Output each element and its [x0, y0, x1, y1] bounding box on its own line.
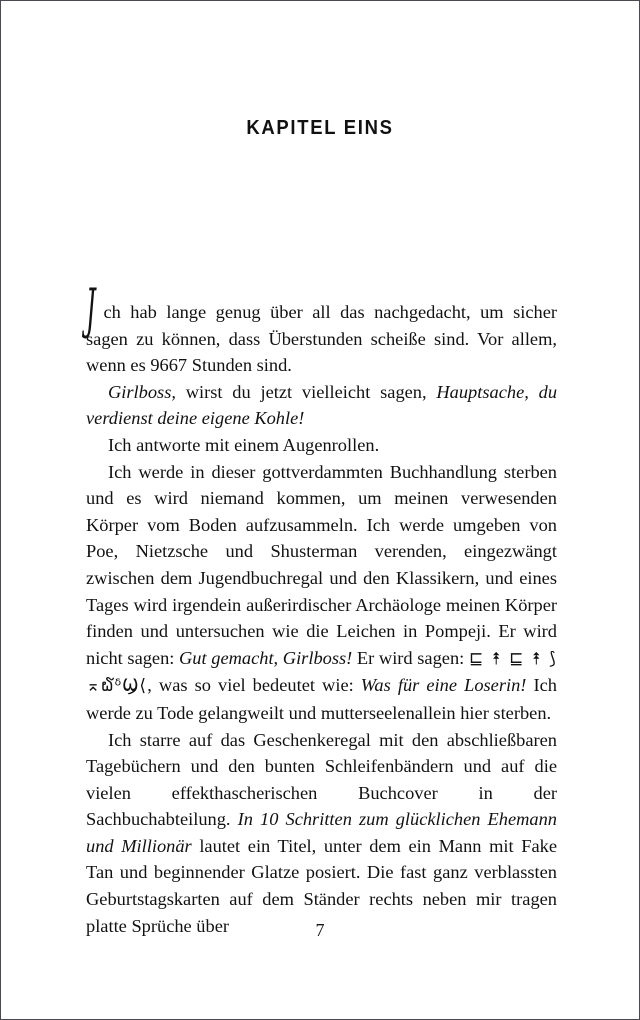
text-run: ch hab lange genug über all das nachgedacht, um sicher sagen zu können, dass Überstunden scheiße sind. Vor allem, wenn es 9667 Stunden sind.: [86, 302, 557, 376]
chapter-heading: KAPITEL EINS: [246, 115, 394, 139]
italic-text-run: In 10 Schritten zum glücklichen Ehemann und Millionär: [86, 809, 557, 856]
text-run: wirst du jetzt vielleicht sagen,: [175, 381, 437, 402]
text-run: Er wird sagen:: [352, 647, 469, 668]
italic-text-run: Hauptsache, du verdienst deine eigene Kohle!: [86, 381, 558, 429]
text-run: lautet ein Titel, unter dem ein Mann mit Fake Tan und beginnender Glatze posiert. Die fast ganz verblassten Geburtstagskarten auf dem Ständer rechts neben mir tragen platte Sprüche über: [86, 835, 557, 936]
paragraph: [86, 727, 557, 940]
paragraph: [86, 432, 557, 459]
text-run: Ich starre auf das Geschenkeregal mit den abschließbaren Tagebüchern und den bunten Schleifenbändern und auf die vielen effekthascherischen Buchcover in der Sachbuchabteilung.: [86, 729, 557, 830]
drop-cap-initial: J: [86, 276, 95, 340]
paragraph: [86, 276, 557, 379]
italic-text-run: Girlboss,: [108, 381, 176, 402]
text-run: Ich werde in dieser gottverdammten Buchhandlung sterben und es wird niemand kommen, um meinen verwesenden Körper vom Boden aufzusammeln. Ich werde umgeben von Poe, Nietzsche und Shusterman verenden, eingezwängt zwischen dem Jugendbuchregal und den Klassikern, und eines Tages wird irgendein außerirdischer Archäologe meinen Körper finden und untersuchen wie die Leichen in Pompeji. Er wird nicht sagen:: [86, 461, 557, 668]
italic-text-run: Gut gemacht, Girlboss!: [179, 647, 353, 668]
paragraph: [86, 379, 557, 432]
text-run: Ich antworte mit einem Augenrollen.: [108, 434, 380, 455]
italic-text-run: Was für eine Loserin!: [360, 675, 527, 696]
alien-glyph-run: ⊑ ⯭ ⊑ ⯭ ⟆⌅໖ᵟϢ⟨: [86, 648, 557, 697]
paragraph: [86, 459, 557, 727]
text-run: , was so viel bedeutet wie:: [147, 675, 361, 696]
body-text-block: [86, 276, 558, 939]
text-run: Ich werde zu Tode gelangweilt und mutterseelenallein hier sterben.: [86, 675, 557, 723]
page-number: 7: [315, 920, 325, 940]
